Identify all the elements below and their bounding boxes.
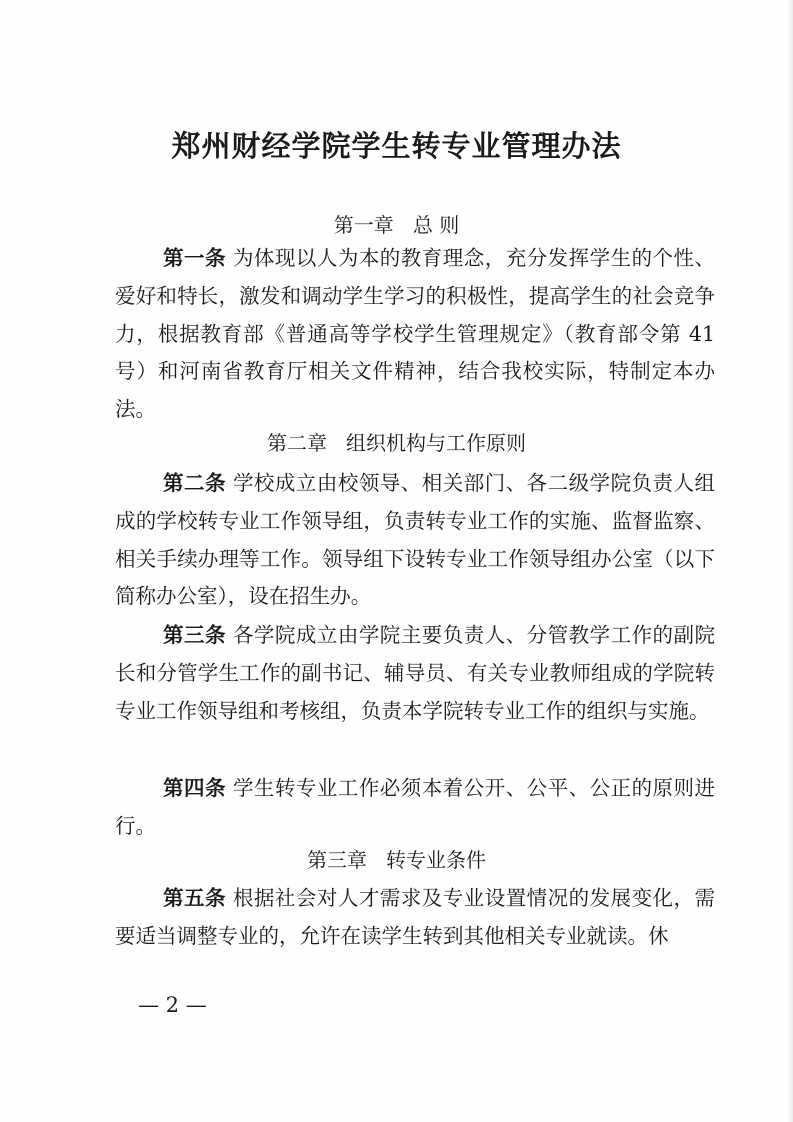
chapter-3-heading: 第三章 转专业条件 — [306, 848, 487, 872]
article-5-text: 根据社会对人才需求及专业设置情况的发展变化，需要适当调整专业的，允许在读学生转到其他相关专业就读。休 — [115, 886, 716, 948]
article-1 — [115, 240, 715, 429]
article-3-label: 第三条 — [163, 623, 226, 647]
article-1-label: 第一条 — [163, 246, 226, 270]
article-5 — [115, 880, 715, 956]
article-4-label: 第四条 — [163, 776, 226, 800]
page-number: — 2 — — [138, 993, 207, 1017]
article-2-text: 学校成立由校领导、相关部门、各二级学院负责人组成的学校转专业工作领导组，负责转专业工作的实施、监督监察、相关手续办理等工作。领导组下设转专业工作领导组办公室（以下简称办公室），设在招生办。 — [115, 471, 716, 609]
article-5-label: 第五条 — [163, 886, 226, 910]
page-edge-shadow — [787, 0, 793, 1122]
article-3-text: 各学院成立由学院主要负责人、分管教学工作的副院长和分管学生工作的副书记、辅导员、有关专业教师组成的学院转专业工作领导组和考核组，负责本学院转专业工作的组织与实施。 — [115, 623, 716, 723]
chapter-1-heading: 第一章 总 则 — [333, 213, 460, 237]
article-4 — [115, 770, 715, 846]
article-1-text: 为体现以人为本的教育理念，充分发挥学生的个性、爱好和特长，激发和调动学生学习的积极性，提高学生的社会竞争力，根据教育部《普通高等学校学生管理规定》（教育部令第 41 号）和河南省教育厅相关文件精神，结合我校实际，特制定本办法。 — [115, 246, 716, 422]
article-2 — [115, 465, 715, 616]
article-2-label: 第二条 — [163, 471, 226, 495]
document-title: 郑州财经学院学生转专业管理办法 — [171, 129, 622, 163]
chapter-2-heading: 第二章 组织机构与工作原则 — [266, 431, 527, 455]
article-3 — [115, 617, 715, 730]
article-4-text: 学生转专业工作必须本着公开、公平、公正的原则进行。 — [115, 776, 716, 838]
